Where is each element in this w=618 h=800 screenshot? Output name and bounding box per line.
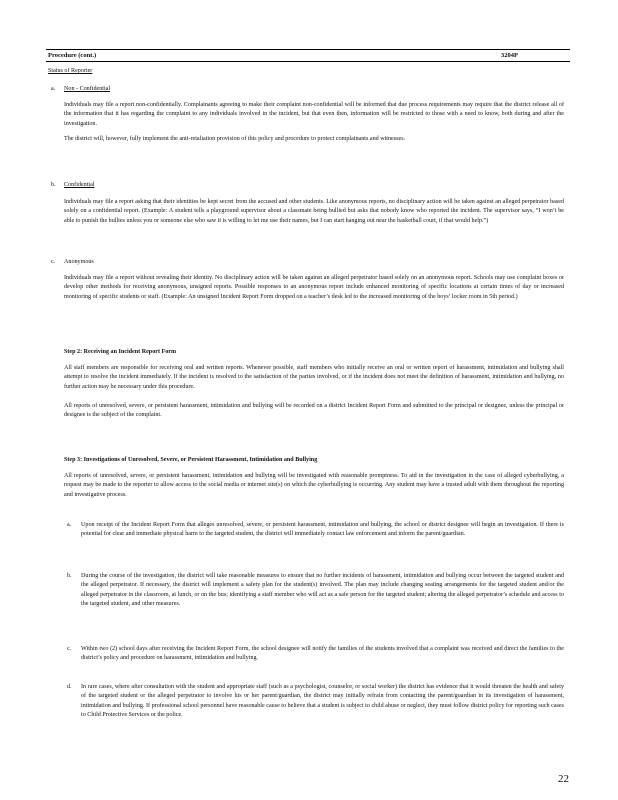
step3-item-c: Within two (2) school days after receiving the Incident Report Form, the school designee will notify the families of the students involved that a complaint was received and direct the families to the district’s policy and procedure on harassment, intimidation and bullying. (81, 646, 564, 662)
item-marker: a. (67, 522, 72, 528)
status-heading: Status of Reporter (48, 68, 93, 74)
item-title-confidential: Confidential (64, 182, 95, 188)
procedure-title: Procedure (cont.) (48, 52, 97, 59)
step2-body (64, 364, 564, 426)
paragraph: All reports of unresolved, severe, or persistent harassment, intimidation and bullying will be recorded on a district Incident Report Form and submitted to the principal or designee, unless the principal or designee is the subject of the complaint. (64, 402, 564, 419)
item-body (64, 101, 564, 150)
policy-code: 3204P (501, 52, 518, 59)
item-title-non-confidential: Non - Confidential (64, 86, 111, 92)
procedure-header-bar (46, 49, 570, 62)
page-number: 22 (558, 773, 569, 785)
step2-heading: Step 2: Receiving an Incident Report Form (64, 349, 177, 355)
paragraph: Individuals may file a report without revealing their identity. No disciplinary action will be taken against an alleged perpetrator based solely on an anonymous report. Schools may use complaint boxes or develop other methods for receiving anonymous, unsigned reports. Possible responses to an anonymous report include enhanced monitoring of specific locations at certain times of day or increased monitoring of specific students or staff. (Example: An unsigned Incident Report Form dropped on a teacher’s desk led to the increased monitoring of the boys’ locker room in 5th period.) (64, 275, 564, 300)
step3-heading: Step 3: Investigations of Unresolved, Severe, or Persistent Harassment, Intimidation and Bullying (64, 457, 318, 463)
step3-item-b: During the course of the investigation, the district will take reasonable measures to ensure that no further incidents of harassment, intimidation and bullying occur between the targeted student and the alleged perpetrator. If necessary, the district will implement a safety plan for the student(s) involved. The plan may include changing seating arrangements for the targeted student and/or the alleged perpetrator in the classroom, at lunch, or on the bus; identifying a staff member who will act as a safe person for the targeted student; altering the alleged perpetrator’s schedule and access to the targeted student, and other measures. (81, 573, 564, 607)
item-body (64, 198, 564, 232)
paragraph: Individuals may file a report asking that their identities be kept secret from the accused and other students. Like anonymous reports, no disciplinary action will be taken against an alleged perpetrator based solely on a confidential report. (Example: A student tells a playground supervisor about a classmate being bullied but asks that nobody know who reported the incident. The supervisor says, “I won’t be able to punish the bullies unless you or someone else who saw it is willing to let me use their names, but I can start hanging out near the basketball court, if that would help.”) (64, 199, 564, 224)
item-body (64, 274, 564, 308)
item-marker: b. (67, 573, 72, 579)
item-marker: a. (51, 86, 56, 92)
paragraph: Individuals may file a report non-confidentially. Complainants agreeing to make their complaint non-confidential will be informed that due process requirements may require that the district release all of the information that it has regarding the complaint to any individuals involved in the incident, but that even then, information will be restricted to those with a need to know, both during and after the investigation. (64, 102, 564, 127)
step3-item-a: Upon receipt of the Incident Report Form that alleges unresolved, severe, or persistent harassment, intimidation and bullying, the school or district designee will begin an investigation. If there is potential for clear and immediate physical harm to the targeted student, the district will immediately contact law enforcement and inform the parent/guardian. (81, 522, 564, 538)
step3-intro: All reports of unresolved, severe, or persistent harassment, intimidation and bullying will be investigated with reasonable promptness. To aid in the investigation in the case of alleged cyberbullying, a request may be made to the reporter to allow access to the social media or internet site(s) on which the cyberbullying is occurring. Any student may have a trusted adult with them throughout the reporting and investigative process. (64, 473, 564, 498)
item-title-anonymous: Anonymous (64, 259, 94, 265)
paragraph: All staff members are responsible for receiving oral and written reports. Whenever possible, staff members who initially receive an oral or written report of harassment, intimidation and bullying shall attempt to resolve the incident immediately. If the incident is resolved to the satisfaction of the parties involved, or if the incident does not meet the definition of harassment, intimidation and bullying, no further action may be necessary under this procedure. (64, 365, 564, 390)
item-marker: c. (51, 259, 56, 265)
item-marker: b. (51, 182, 56, 188)
step3-item-d: In rare cases, where after consultation with the student and appropriate staff (such as a psychologist, counselor, or social worker) the district has evidence that it would threaten the health and safety of the targeted student or the alleged perpetrator to involve his or her parent/guardian, the district may initially refrain from contacting the parent/guardian in its investigation of harassment, intimidation and bullying. If professional school personnel have reasonable cause to believe that a student is subject to child abuse or neglect, they must follow district policy for reporting such cases to Child Protective Services or the police. (81, 684, 564, 718)
item-marker: c. (67, 646, 72, 652)
item-marker: d. (67, 684, 72, 690)
paragraph: The district will, however, fully implement the anti-retaliation provision of this policy and procedure to protect complainants and witnesses. (64, 135, 406, 142)
